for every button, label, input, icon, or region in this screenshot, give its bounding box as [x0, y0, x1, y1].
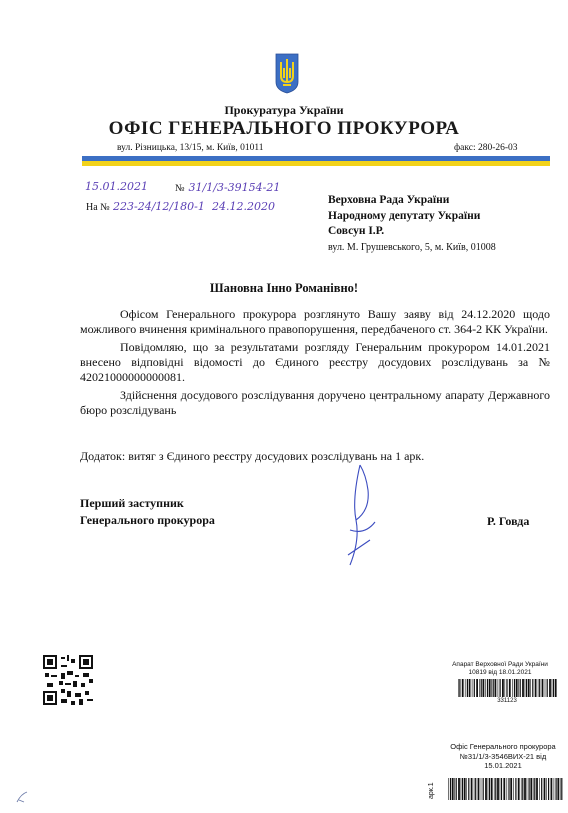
barcode-bar [515, 778, 516, 800]
barcode-bar [518, 679, 519, 697]
barcode-bar [545, 679, 546, 697]
barcode-bar [553, 679, 554, 697]
pen-mark [15, 790, 29, 804]
outgoing-number-field [175, 178, 280, 196]
barcode-bar [483, 778, 484, 800]
barcode-bar [466, 778, 467, 800]
barcode-bar [518, 778, 520, 800]
barcode-bar [471, 778, 473, 800]
barcode-bar [541, 778, 542, 800]
barcode-bar [462, 778, 463, 800]
barcode-bar [522, 778, 523, 800]
barcode-bar [503, 778, 505, 800]
barcode-bar [513, 778, 514, 800]
barcode-bar [538, 679, 539, 697]
barcode-bar [472, 679, 473, 697]
barcode-bar [548, 778, 549, 800]
incoming-barcode-number: 331123 [497, 698, 517, 704]
barcode-bar [544, 778, 546, 800]
letter-body [80, 307, 550, 421]
barcode-bar [512, 679, 513, 697]
barcode-bar [488, 778, 489, 800]
barcode-bar [458, 778, 460, 800]
barcode-bar [502, 679, 504, 697]
signer-name: Р. Говда [487, 514, 530, 528]
barcode-bar [469, 679, 471, 697]
incoming-barcode [457, 679, 557, 697]
handwritten-signature [330, 460, 390, 570]
attachment-note: Додаток: витяг з Єдиного реєстру досудових розслідувань на 1 арк. [80, 449, 425, 463]
barcode-bar [459, 679, 460, 697]
barcode-bar [464, 778, 466, 800]
barcode-bar [508, 778, 509, 800]
barcode-bar [535, 679, 537, 697]
no-prefix: № [175, 183, 185, 194]
barcode-bar [475, 778, 476, 800]
reference-date: 24.12.2020 [212, 200, 275, 213]
paragraph-1: Офісом Генерального прокурора розглянуто Вашу заяву від 24.12.2020 щодо можливого вчинення кримінального правопорушення, передбаченого ст. 364-2 КК України. [80, 307, 550, 336]
signatory-title [80, 495, 215, 529]
sheet-label: арк.1 [428, 782, 435, 800]
barcode-bar [458, 679, 459, 697]
barcode-bar [526, 679, 527, 697]
barcode-bar [498, 679, 499, 697]
barcode-bar [516, 679, 518, 697]
recipient-block [328, 193, 496, 255]
barcode-bar [478, 778, 480, 800]
office-address: вул. Різницька, 13/15, м. Київ, 01011 [117, 143, 264, 153]
barcode-bar [474, 778, 475, 800]
paragraph-2: Повідомляю, що за результатами розгляду Генеральним прокурором 14.01.2021 внесено відповідні відомості до Єдиного реєстру досудових розслідувань за № 42021000000000081. [80, 340, 550, 384]
office-fax: факс: 280-26-03 [454, 143, 518, 153]
barcode-bar [452, 778, 454, 800]
barcode-bar [491, 679, 492, 697]
barcode-bar [522, 679, 524, 697]
recipient-line-2: Народному депутату України [328, 209, 481, 222]
barcode-bar [493, 679, 494, 697]
barcode-bar [489, 778, 490, 800]
reference-number: 223-24/12/180-1 [113, 200, 205, 213]
barcode-bar [495, 778, 496, 800]
barcode-bar [555, 679, 557, 697]
reference-prefix: На № [86, 202, 110, 213]
barcode-bar [500, 679, 501, 697]
barcode-bar [549, 679, 551, 697]
outgoing-stamp-line-3: 15.01.2021 [484, 761, 522, 770]
signatory-title-line-1: Перший заступник [80, 496, 184, 510]
recipient-line-3: Совсун І.Р. [328, 225, 385, 237]
barcode-bar [481, 778, 482, 800]
barcode-bar [467, 679, 468, 697]
barcode-bar [483, 679, 485, 697]
barcode-bar [551, 778, 553, 800]
barcode-bar [448, 778, 449, 800]
barcode-bar [468, 778, 469, 800]
barcode-bar [462, 679, 464, 697]
barcode-bar [476, 679, 478, 697]
barcode-bar [514, 679, 515, 697]
barcode-bar [465, 679, 466, 697]
barcode-bar [507, 778, 508, 800]
flag-stripe [82, 156, 550, 166]
barcode-bar [497, 778, 499, 800]
barcode-bar [461, 778, 462, 800]
barcode-bar [552, 679, 553, 697]
barcode-bar [534, 778, 535, 800]
barcode-bar [542, 679, 544, 697]
barcode-bar [491, 778, 493, 800]
barcode-bar [561, 778, 562, 800]
barcode-bar [506, 679, 507, 697]
barcode-bar [474, 679, 475, 697]
salutation: Шановна Інно Романівно! [209, 281, 359, 295]
barcode-bar [500, 778, 501, 800]
barcode-bar [481, 679, 482, 697]
office-title: ОФІС ГЕНЕРАЛЬНОГО ПРОКУРОРА [108, 118, 460, 139]
signatory-title-line-2: Генерального прокурора [80, 513, 215, 527]
barcode-bar [494, 778, 495, 800]
barcode-bar [450, 778, 451, 800]
recipient-address: вул. М. Грушевського, 5, м. Київ, 01008 [328, 241, 496, 253]
barcode-bar [485, 778, 487, 800]
barcode-bar [530, 778, 532, 800]
outgoing-number: 31/1/3-39154-21 [188, 181, 281, 194]
paragraph-3: Здійснення досудового розслідування доручено центральному апарату Державного бюро розслідувань [80, 388, 550, 417]
barcode-bar [505, 679, 506, 697]
qr-code-icon [43, 655, 93, 705]
barcode-bar [495, 679, 497, 697]
outgoing-stamp [440, 742, 566, 771]
incoming-stamp-line-2: 10819 від 18.01.2021 [468, 669, 532, 676]
barcode-bar [539, 778, 540, 800]
barcode-bar [524, 778, 526, 800]
barcode-bar [560, 778, 561, 800]
incoming-stamp-line-1: Апарат Верховної Ради України [452, 661, 548, 668]
barcode-bar [456, 778, 457, 800]
outgoing-stamp-line-2: №31/1/3-3546ВИХ-21 від [459, 751, 547, 761]
trident-coat-of-arms-icon [274, 52, 300, 94]
barcode-bar [521, 778, 522, 800]
outgoing-barcode [447, 778, 563, 800]
barcode-bar [485, 679, 486, 697]
barcode-bar [528, 679, 530, 697]
incoming-stamp [440, 661, 560, 677]
barcode-bar [532, 679, 533, 697]
barcode-bar [546, 778, 547, 800]
barcode-bar [509, 679, 511, 697]
outgoing-stamp-line-1: Офіс Генерального прокурора [450, 742, 556, 751]
barcode-bar [489, 679, 491, 697]
outgoing-date: 15.01.2021 [85, 180, 148, 193]
barcode-bar [501, 778, 502, 800]
barcode-bar [530, 679, 531, 697]
barcode-bar [525, 679, 526, 697]
barcode-bar [536, 778, 538, 800]
barcode-bar [539, 679, 540, 697]
barcode-bar [479, 679, 480, 697]
barcode-bar [547, 679, 548, 697]
barcode-bar [557, 778, 559, 800]
barcode-bar [556, 778, 557, 800]
barcode-bar [527, 778, 528, 800]
recipient-line-1: Верховна Рада України [328, 194, 450, 206]
barcode-bar [454, 778, 455, 800]
barcode-bar [510, 778, 512, 800]
barcode-bar [520, 679, 521, 697]
barcode-bar [554, 778, 555, 800]
barcode-bar [487, 679, 488, 697]
barcode-bar [533, 778, 534, 800]
barcode-bar [529, 778, 530, 800]
organization-line: Прокуратура України [224, 103, 344, 117]
